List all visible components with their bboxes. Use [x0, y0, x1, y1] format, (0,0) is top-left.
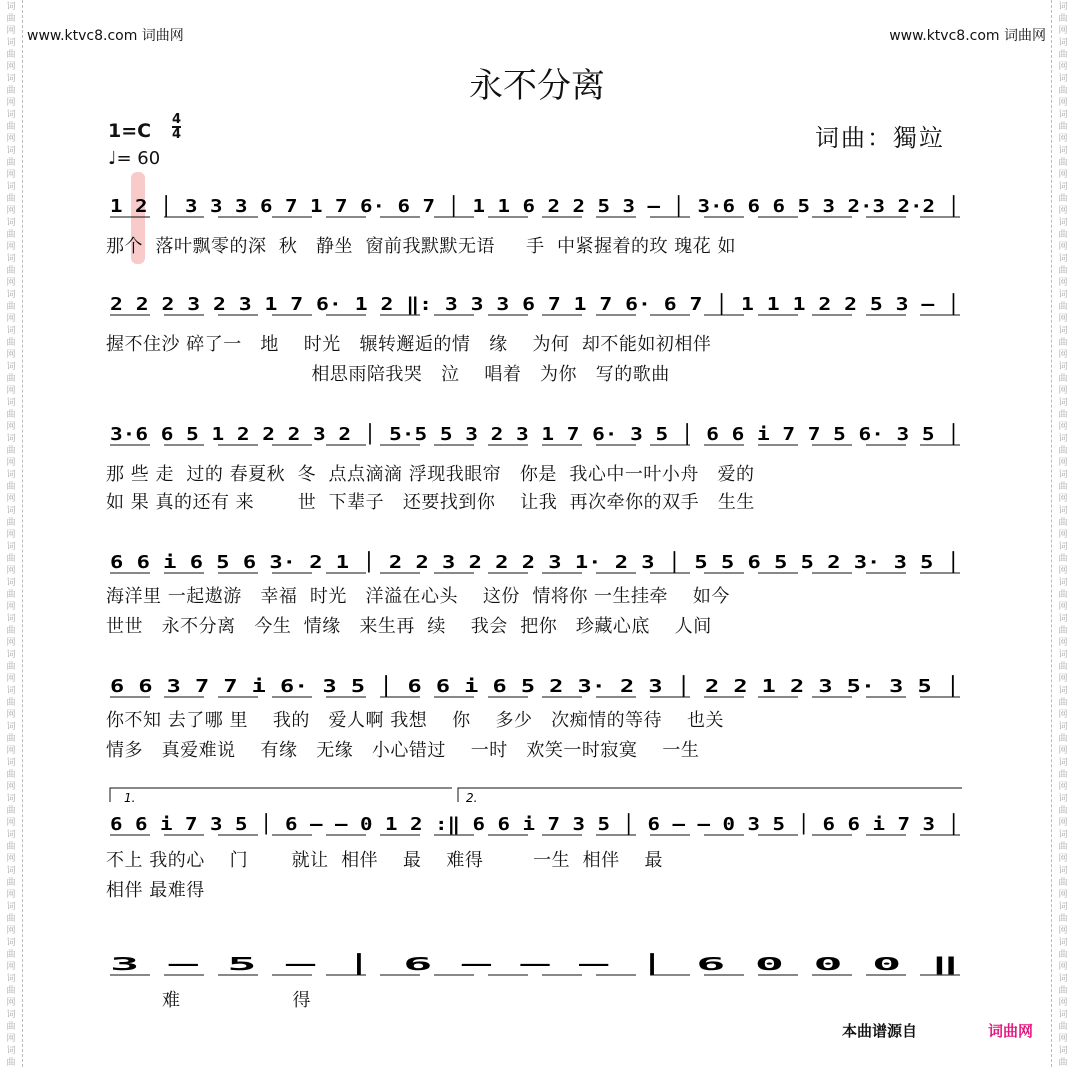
lyric-line: 那个 落叶飘零的深 秋 静坐 窗前我默默无语 手 中紧握着的玫 瑰花 如	[106, 236, 736, 257]
watermark-char: 网	[6, 98, 16, 108]
watermark-char: 网	[6, 26, 16, 36]
watermark-char: 曲	[6, 338, 16, 348]
watermark-char: 曲	[6, 950, 16, 960]
watermark-char: 词	[6, 362, 16, 372]
watermark-char: 网	[1058, 386, 1068, 396]
watermark-char: 网	[6, 890, 16, 900]
watermark-char: 网	[6, 278, 16, 288]
watermark-char: 词	[1058, 578, 1068, 588]
watermark-char: 曲	[6, 770, 16, 780]
watermark-char: 曲	[6, 806, 16, 816]
watermark-char: 词	[1058, 866, 1068, 876]
watermark-char: 词	[1058, 74, 1068, 84]
watermark-char: 网	[6, 566, 16, 576]
lyric-line: 那 些 走 过的 春夏秋 冬 点点滴滴 浮现我眼帘 你是 我心中一叶小舟 爱的	[106, 464, 755, 485]
watermark-char: 网	[1058, 782, 1068, 792]
watermark-char: 词	[6, 830, 16, 840]
watermark-char: 词	[1058, 434, 1068, 444]
watermark-char: 曲	[1058, 50, 1068, 60]
notation-row: 2 2 2 3 2 3 1 7 6· 1 2 ‖: 3 3 3 6 7 1 7 6· 6 7 │ 1 1 1 2 2 5 3 – │	[110, 294, 826, 315]
watermark-char: 网	[6, 134, 16, 144]
watermark-char: 曲	[1058, 518, 1068, 528]
tempo-marking: ♩= 60	[108, 148, 161, 169]
watermark-char: 曲	[1058, 302, 1068, 312]
composer-credit: 词曲：獨竝	[815, 124, 945, 152]
watermark-char: 网	[1058, 350, 1068, 360]
watermark-char: 曲	[1058, 590, 1068, 600]
watermark-char: 曲	[6, 14, 16, 24]
watermark-char: 词	[6, 182, 16, 192]
watermark-char: 网	[6, 350, 16, 360]
watermark-char: 网	[1058, 314, 1068, 324]
watermark-char: 网	[1058, 170, 1068, 180]
watermark-char: 网	[1058, 638, 1068, 648]
watermark-char: 网	[6, 422, 16, 432]
watermark-char: 曲	[6, 986, 16, 996]
watermark-char: 网	[6, 62, 16, 72]
watermark-char: 词	[1058, 794, 1068, 804]
watermark-char: 网	[1058, 26, 1068, 36]
watermark-char: 网	[6, 386, 16, 396]
source-label: 本曲谱源自	[842, 1022, 918, 1040]
lyric-line: 情多 真爱难说 有缘 无缘 小心错过 一时 欢笑一时寂寞 一生	[106, 740, 700, 761]
watermark-char: 曲	[6, 1022, 16, 1032]
watermark-char: 曲	[6, 554, 16, 564]
watermark-char: 曲	[6, 914, 16, 924]
watermark-char: 词	[1058, 1010, 1068, 1020]
watermark-char: 网	[1058, 674, 1068, 684]
watermark-char: 网	[1058, 242, 1068, 252]
notation-row: 3·6 6 5 1 2 2 2 3 2 │ 5·5 5 3 2 3 1 7 6· 3 5 │ 6 6 i 7 7 5 6· 3 5 │	[110, 424, 837, 445]
watermark-char: 曲	[1058, 914, 1068, 924]
watermark-char: 词	[1058, 1046, 1068, 1056]
watermark-char: 曲	[6, 662, 16, 672]
watermark-char: 曲	[1058, 338, 1068, 348]
watermark-char: 网	[1058, 494, 1068, 504]
watermark-char: 词	[6, 722, 16, 732]
watermark-char: 曲	[1058, 986, 1068, 996]
watermark-char: 曲	[6, 194, 16, 204]
volta-label-1: 1.	[124, 791, 136, 805]
watermark-char: 曲	[1058, 626, 1068, 636]
watermark-char: 曲	[1058, 662, 1068, 672]
watermark-char: 词	[6, 326, 16, 336]
watermark-char: 词	[6, 254, 16, 264]
watermark-char: 词	[1058, 326, 1068, 336]
lyric-line: 你不知 去了哪 里 我的 爱人啊 我想 你 多少 次痴情的等待 也关	[106, 710, 725, 731]
key-signature: 1=C	[108, 120, 152, 142]
watermark-char: 曲	[1058, 158, 1068, 168]
watermark-char: 词	[6, 866, 16, 876]
watermark-char: 曲	[6, 1058, 16, 1068]
watermark-char: 网	[1058, 206, 1068, 216]
watermark-char: 网	[6, 674, 16, 684]
watermark-char: 网	[1058, 926, 1068, 936]
watermark-char: 词	[1058, 758, 1068, 768]
watermark-char: 曲	[1058, 374, 1068, 384]
watermark-char: 曲	[6, 878, 16, 888]
watermark-char: 网	[1058, 746, 1068, 756]
watermark-char: 曲	[6, 842, 16, 852]
watermark-char: 曲	[1058, 734, 1068, 744]
watermark-char: 词	[6, 110, 16, 120]
watermark-char: 词	[1058, 506, 1068, 516]
watermark-char: 词	[6, 1010, 16, 1020]
watermark-char: 曲	[1058, 194, 1068, 204]
watermark-char: 词	[6, 578, 16, 588]
lyric-line: 不上 我的心 门 就让 相伴 最 难得 一生 相伴 最	[106, 850, 663, 871]
watermark-char: 网	[6, 746, 16, 756]
watermark-char: 曲	[1058, 482, 1068, 492]
lyric-line: 如 果 真的还有 来 世 下辈子 还要找到你 让我 再次牵你的双手 生生	[106, 492, 755, 513]
watermark-char: 网	[6, 926, 16, 936]
watermark-char: 网	[1058, 890, 1068, 900]
watermark-char: 网	[1058, 98, 1068, 108]
watermark-char: 词	[6, 290, 16, 300]
watermark-char: 曲	[1058, 698, 1068, 708]
watermark-char: 词	[6, 506, 16, 516]
watermark-char: 词	[1058, 902, 1068, 912]
watermark-char: 曲	[1058, 122, 1068, 132]
watermark-char: 网	[6, 782, 16, 792]
watermark-char: 网	[6, 854, 16, 864]
watermark-char: 词	[1058, 290, 1068, 300]
watermark-char: 曲	[6, 446, 16, 456]
notation-row: 6 6 i 7 3 5 │ 6 – – 0 1 2 :‖ 6 6 i 7 3 5 │ 6 – – 0 3 5 │ 6 6 i 7 3 │	[110, 814, 847, 835]
watermark-char: 曲	[6, 158, 16, 168]
volta-bracket-1	[110, 788, 452, 802]
watermark-char: 网	[1058, 278, 1068, 288]
watermark-char: 曲	[1058, 446, 1068, 456]
watermark-char: 词	[1058, 974, 1068, 984]
watermark-char: 网	[1058, 710, 1068, 720]
watermark-char: 词	[1058, 650, 1068, 660]
watermark-char: 词	[1058, 38, 1068, 48]
watermark-char: 词	[6, 74, 16, 84]
watermark-char: 词	[6, 902, 16, 912]
watermark-char: 曲	[1058, 842, 1068, 852]
watermark-char: 曲	[1058, 950, 1068, 960]
watermark-char: 网	[1058, 422, 1068, 432]
watermark-char: 网	[1058, 962, 1068, 972]
lyric-line: 世世 永不分离 今生 情缘 来生再 续 我会 把你 珍藏心底 人间	[106, 616, 712, 637]
watermark-char: 网	[1058, 602, 1068, 612]
watermark-char: 网	[6, 998, 16, 1008]
watermark-char: 曲	[6, 482, 16, 492]
watermark-char: 词	[6, 434, 16, 444]
watermark-char: 词	[1058, 938, 1068, 948]
watermark-char: 词	[1058, 830, 1068, 840]
watermark-char: 词	[6, 650, 16, 660]
watermark-char: 网	[6, 602, 16, 612]
volta-label-2: 2.	[466, 791, 478, 805]
song-title: 永不分离	[469, 66, 605, 106]
watermark-char: 曲	[6, 122, 16, 132]
watermark-char: 曲	[6, 86, 16, 96]
watermark-char: 词	[6, 38, 16, 48]
watermark-char: 词	[1058, 146, 1068, 156]
watermark-char: 曲	[6, 590, 16, 600]
watermark-char: 曲	[1058, 878, 1068, 888]
watermark-char: 网	[1058, 854, 1068, 864]
watermark-char: 网	[6, 1034, 16, 1044]
notation-row: 3 – 5 – │ 6 – – – │ 6 0 0 0 ‖	[110, 954, 425, 975]
watermark-char: 词	[1058, 110, 1068, 120]
watermark-char: 词	[6, 974, 16, 984]
watermark-char: 网	[6, 314, 16, 324]
watermark-char: 词	[6, 614, 16, 624]
watermark-char: 曲	[6, 626, 16, 636]
watermark-char: 曲	[6, 266, 16, 276]
watermark-char: 词	[1058, 614, 1068, 624]
watermark-char: 词	[6, 398, 16, 408]
lyric-line: 握不住沙 碎了一 地 时光 辗转邂逅的情 缘 为何 却不能如初相伴	[106, 334, 712, 355]
watermark-char: 曲	[1058, 1058, 1068, 1068]
watermark-char: 曲	[1058, 806, 1068, 816]
watermark-char: 网	[6, 962, 16, 972]
watermark-char: 词	[6, 938, 16, 948]
watermark-char: 词	[1058, 722, 1068, 732]
watermark-char: 网	[1058, 530, 1068, 540]
watermark-char: 词	[6, 146, 16, 156]
watermark-char: 词	[1058, 254, 1068, 264]
watermark-char: 词	[1058, 470, 1068, 480]
watermark-char: 曲	[6, 410, 16, 420]
lyric-line: 难 得	[106, 990, 311, 1011]
watermark-char: 词	[1058, 182, 1068, 192]
lyric-line: 相思雨陪我哭 泣 唱着 为你 写的歌曲	[106, 364, 670, 385]
watermark-char: 词	[1058, 362, 1068, 372]
notation-row: 6 6 3 7 7 i 6· 3 5 │ 6 6 i 6 5 2 3· 2 3 │ 2 2 1 2 3 5· 3 5 │	[110, 676, 761, 697]
watermark-char: 曲	[6, 230, 16, 240]
watermark-char: 网	[6, 494, 16, 504]
watermark-char: 曲	[6, 734, 16, 744]
watermark-char: 词	[1058, 398, 1068, 408]
watermark-char: 网	[1058, 1034, 1068, 1044]
watermark-char: 词	[6, 1046, 16, 1056]
watermark-char: 词	[6, 542, 16, 552]
notation-row: 6 6 i 6 5 6 3· 2 1 │ 2 2 3 2 2 2 3 1· 2 3 │ 5 5 6 5 5 2 3· 3 5 │	[110, 552, 804, 573]
watermark-char: 网	[1058, 818, 1068, 828]
watermark-char: 网	[6, 242, 16, 252]
watermark-char: 曲	[1058, 230, 1068, 240]
watermark-char: 网	[6, 206, 16, 216]
watermark-char: 曲	[1058, 554, 1068, 564]
watermark-char: 词	[6, 2, 16, 12]
watermark-char: 词	[1058, 2, 1068, 12]
watermark-char: 词	[6, 794, 16, 804]
watermark-char: 网	[6, 170, 16, 180]
watermark-char: 曲	[6, 518, 16, 528]
site-url-right[interactable]: www.ktvc8.com 词曲网	[889, 28, 1046, 44]
notation-row: 1 2 │ 3 3 3 6 7 1 7 6· 6 7 │ 1 1 6 2 2 5 3 – │ 3·6 6 6 5 3 2·3 2·2 │	[110, 196, 847, 217]
watermark-char: 词	[1058, 218, 1068, 228]
watermark-char: 曲	[1058, 86, 1068, 96]
watermark-char: 词	[6, 470, 16, 480]
watermark-char: 曲	[1058, 266, 1068, 276]
site-url-left[interactable]: www.ktvc8.com 词曲网	[27, 28, 184, 44]
watermark-char: 网	[6, 818, 16, 828]
lyric-line: 相伴 最难得	[106, 880, 205, 901]
watermark-char: 曲	[1058, 770, 1068, 780]
watermark-char: 词	[6, 758, 16, 768]
watermark-char: 网	[6, 458, 16, 468]
watermark-char: 网	[6, 710, 16, 720]
watermark-char: 曲	[6, 50, 16, 60]
watermark-char: 曲	[6, 374, 16, 384]
watermark-char: 曲	[1058, 410, 1068, 420]
volta-bracket-2	[458, 788, 962, 802]
lyric-line: 海洋里 一起遨游 幸福 时光 洋溢在心头 这份 情将你 一生挂牵 如今	[106, 586, 730, 607]
watermark-char: 词	[6, 686, 16, 696]
watermark-char: 网	[6, 530, 16, 540]
watermark-char: 曲	[1058, 1022, 1068, 1032]
watermark-char: 网	[1058, 566, 1068, 576]
watermark-char: 网	[1058, 62, 1068, 72]
watermark-char: 网	[1058, 458, 1068, 468]
watermark-char: 词	[6, 218, 16, 228]
watermark-char: 曲	[6, 302, 16, 312]
watermark-char: 网	[6, 638, 16, 648]
watermark-char: 网	[1058, 134, 1068, 144]
time-signature-top: 4	[172, 112, 182, 127]
watermark-char: 曲	[6, 698, 16, 708]
watermark-char: 曲	[1058, 14, 1068, 24]
watermark-char: 词	[1058, 686, 1068, 696]
time-signature-bottom: 4	[172, 127, 182, 142]
watermark-char: 词	[1058, 542, 1068, 552]
watermark-char: 网	[1058, 998, 1068, 1008]
source-site-link[interactable]: 词曲网	[988, 1022, 1034, 1040]
